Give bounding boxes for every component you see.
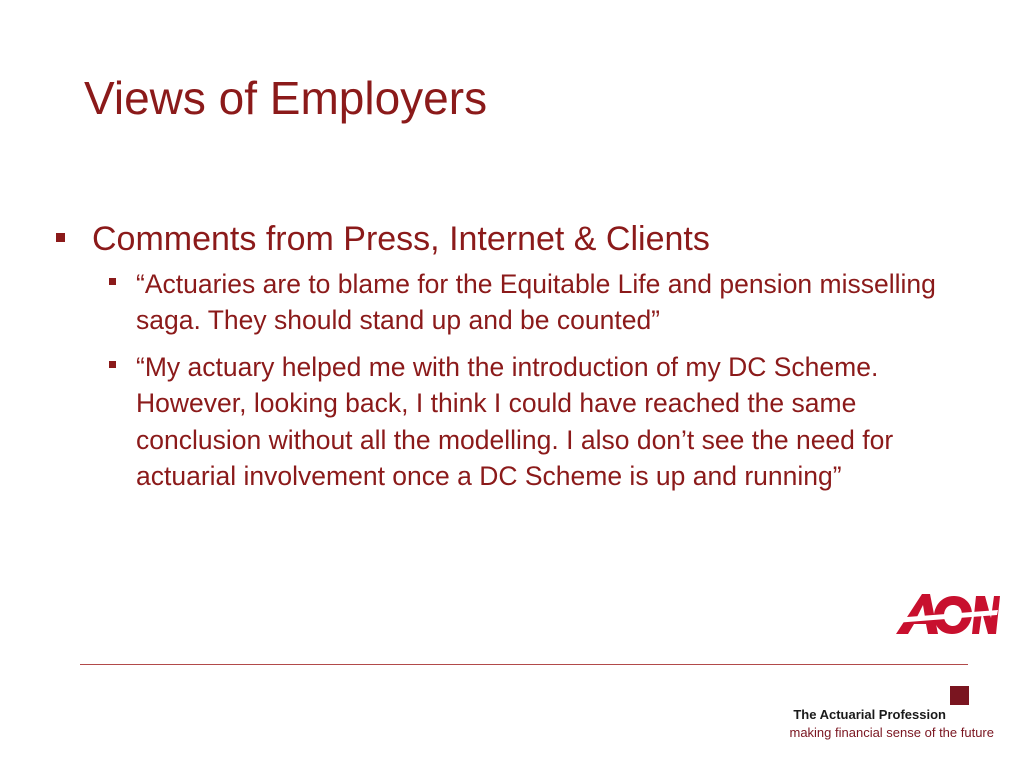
bullet-level1 <box>56 218 926 261</box>
sub-bullet-item <box>56 349 936 495</box>
sub-bullet-text: “Actuaries are to blame for the Equitable Life and pension misselling saga. They should stand up and be counted” <box>136 268 936 336</box>
sub-bullet-list <box>56 266 936 495</box>
footer-organization-name: The Actuarial Profession <box>793 707 946 722</box>
square-bullet-icon <box>56 233 65 242</box>
footer-tagline: making financial sense of the future <box>789 725 994 740</box>
square-bullet-icon <box>109 361 116 368</box>
sub-bullet-text: “My actuary helped me with the introduction of my DC Scheme. However, looking back, I think I could have reached the same conclusion without all the modelling. I also don’t see the need for actuarial involvement once a DC Scheme is up and running” <box>136 351 894 492</box>
bullet-level1-text: Comments from Press, Internet & Clients <box>92 220 710 258</box>
aon-logo <box>894 588 1000 640</box>
footer-divider <box>80 664 968 665</box>
actuarial-profession-logo-square <box>950 686 969 705</box>
slide-content <box>56 218 936 505</box>
sub-bullet-item <box>56 266 936 339</box>
square-bullet-icon <box>109 278 116 285</box>
slide-title: Views of Employers <box>84 72 488 124</box>
